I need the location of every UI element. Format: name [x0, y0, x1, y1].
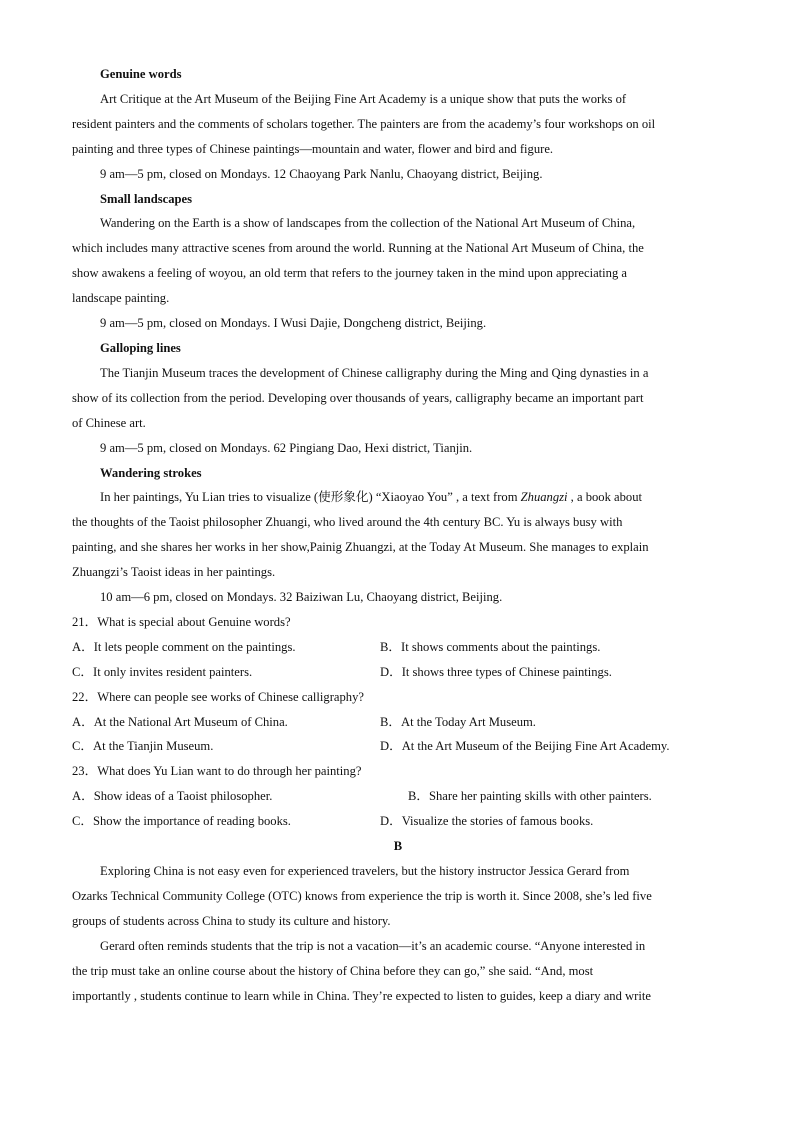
- paragraph-line: which includes many attractive scenes from around the world. Running at the National Art Museum of China, the: [72, 241, 644, 256]
- paragraph-line: Zhuangzi’s Taoist ideas in her paintings.: [72, 565, 276, 580]
- text-span: , a book about: [567, 490, 643, 505]
- paragraph-line: The Tianjin Museum traces the development of Chinese calligraphy during the Ming and Qing dynasties in a: [100, 365, 649, 380]
- option-row: [72, 635, 724, 660]
- section-info: 9 am—5 pm, closed on Mondays. 12 Chaoyang Park Nanlu, Chaoyang district, Beijing.: [100, 166, 543, 181]
- section-info: 9 am—5 pm, closed on Mondays. I Wusi Dajie, Dongcheng district, Beijing.: [100, 316, 487, 331]
- option-c: C．Show the importance of reading books.: [72, 814, 291, 829]
- option-row: [72, 734, 724, 759]
- paragraph-line: painting, and she shares her works in her show,Painig Zhuangzi, at the Today At Museum. She manages to explain: [72, 540, 649, 555]
- option-row: [72, 660, 724, 685]
- paragraph-line: the trip must take an online course about the history of China before they can go,” she said. “And, most: [72, 963, 594, 978]
- section-heading: Galloping lines: [100, 340, 181, 355]
- option-b: B．It shows comments about the paintings.: [380, 639, 601, 654]
- section-heading: Small landscapes: [100, 191, 193, 206]
- paragraph-line: the thoughts of the Taoist philosopher Zhuangi, who lived around the 4th century BC. Yu is always busy with: [72, 515, 623, 530]
- paragraph-line: importantly , students continue to learn while in China. They’re expected to listen to guides, keep a diary and write: [72, 988, 651, 1003]
- option-row: [72, 809, 724, 834]
- paragraph-line: Ozarks Technical Community College (OTC) knows from experience the trip is worth it. Since 2008, she’s led five: [72, 888, 652, 903]
- section-info: 10 am—6 pm, closed on Mondays. 32 Baiziwan Lu, Chaoyang district, Beijing.: [100, 590, 503, 605]
- question-stem: 23．What does Yu Lian want to do through her painting?: [72, 764, 362, 779]
- paragraph-line: painting and three types of Chinese paintings—mountain and water, flower and bird and figure.: [72, 141, 554, 156]
- paragraph-line: landscape painting.: [72, 291, 170, 306]
- question-stem: 21．What is special about Genuine words?: [72, 614, 291, 629]
- book-title-italic: Zhuangzi: [520, 490, 568, 505]
- paragraph-line: [72, 485, 724, 510]
- option-row: [72, 784, 724, 809]
- text-span: In her paintings, Yu Lian tries to visualize (使形象化) “Xiaoyao You” , a text from: [100, 490, 521, 505]
- option-d: D．At the Art Museum of the Beijing Fine Art Academy.: [380, 739, 670, 754]
- option-a: A．At the National Art Museum of China.: [72, 714, 288, 729]
- section-info: 9 am—5 pm, closed on Mondays. 62 Pingiang Dao, Hexi district, Tianjin.: [100, 440, 473, 455]
- paragraph-line: Art Critique at the Art Museum of the Beijing Fine Art Academy is a unique show that puts the works of: [100, 91, 627, 106]
- paragraph-line: Gerard often reminds students that the trip is not a vacation—it’s an academic course. “Anyone interested in: [100, 938, 646, 953]
- option-row: [72, 710, 724, 735]
- option-b: B．Share her painting skills with other painters.: [408, 789, 652, 804]
- question-stem: 22．Where can people see works of Chinese calligraphy?: [72, 689, 364, 704]
- option-d: D．Visualize the stories of famous books.: [380, 814, 594, 829]
- paragraph-line: groups of students across China to study its culture and history.: [72, 913, 391, 928]
- option-b: B．At the Today Art Museum.: [380, 714, 536, 729]
- paragraph-line: Exploring China is not easy even for experienced travelers, but the history instructor Jessica Gerard from: [100, 864, 630, 878]
- paragraph-line: resident painters and the comments of scholars together. The painters are from the academy’s four workshops on oil: [72, 116, 656, 131]
- paragraph-line: of Chinese art.: [72, 415, 146, 430]
- paragraph-line: show of its collection from the period. Developing over thousands of years, calligraphy became an important part: [72, 390, 644, 405]
- option-a: A．Show ideas of a Taoist philosopher.: [72, 789, 273, 804]
- paragraph-line: show awakens a feeling of woyou, an old term that refers to the journey taken in the mind upon appreciating a: [72, 266, 628, 281]
- paragraph-line: Wandering on the Earth is a show of landscapes from the collection of the National Art Museum of China,: [100, 216, 636, 231]
- option-d: D．It shows three types of Chinese paintings.: [380, 664, 612, 679]
- section-heading: Genuine words: [100, 67, 182, 81]
- section-heading: Wandering strokes: [100, 465, 202, 480]
- option-c: C．It only invites resident painters.: [72, 664, 253, 679]
- option-a: A．It lets people comment on the paintings.: [72, 639, 296, 654]
- part-label: B: [393, 839, 403, 854]
- option-c: C．At the Tianjin Museum.: [72, 739, 214, 754]
- document-page: [72, 62, 724, 1008]
